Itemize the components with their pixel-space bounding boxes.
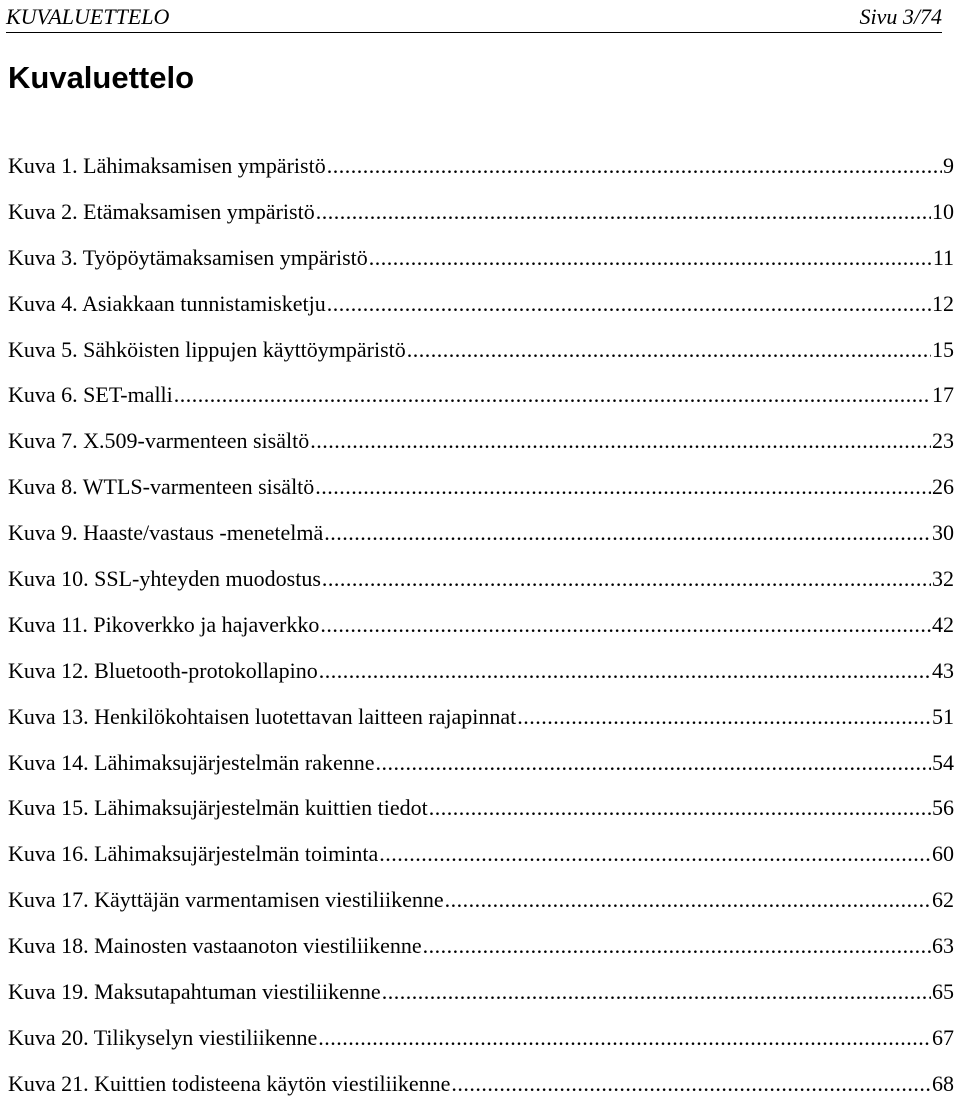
toc-entry[interactable] — [8, 235, 954, 281]
toc-entry-page: 17 — [932, 382, 954, 408]
toc-entry-label: Kuva 1. Lähimaksamisen ympäristö — [8, 153, 326, 178]
toc-entry-label: Kuva 2. Etämaksamisen ympäristö — [8, 198, 315, 224]
toc-entry[interactable] — [8, 923, 954, 969]
toc-entry[interactable] — [8, 1015, 954, 1061]
toc-entry[interactable] — [8, 464, 954, 510]
toc-entry-label: Kuva 7. X.509-varmenteen sisältö — [8, 428, 310, 454]
toc-entry-label: Kuva 4. Asiakkaan tunnistamisketju — [8, 290, 326, 316]
figure-list — [8, 143, 954, 1107]
toc-entry-page: 51 — [932, 703, 954, 729]
toc-entry-page: 43 — [932, 657, 954, 683]
toc-entry[interactable] — [8, 969, 954, 1015]
toc-dot-leader — [318, 1015, 931, 1061]
toc-dot-leader — [327, 143, 942, 189]
page-title: Kuvaluettelo — [8, 60, 195, 95]
toc-dot-leader — [423, 923, 931, 969]
toc-entry-page: 67 — [932, 1024, 954, 1050]
toc-entry-page: 62 — [932, 887, 954, 913]
toc-entry-page: 15 — [932, 336, 954, 362]
toc-dot-leader — [517, 694, 931, 740]
toc-entry[interactable] — [8, 143, 954, 189]
toc-entry[interactable] — [8, 510, 954, 556]
toc-entry-page: 65 — [932, 979, 954, 1005]
toc-entry[interactable] — [8, 785, 954, 831]
toc-entry-label: Kuva 3. Työpöytämaksamisen ympäristö — [8, 244, 368, 270]
toc-entry[interactable] — [8, 189, 954, 235]
toc-entry-page: 26 — [932, 474, 954, 500]
toc-entry[interactable] — [8, 740, 954, 786]
toc-entry-page: 10 — [932, 198, 954, 224]
toc-entry[interactable] — [8, 327, 954, 373]
toc-entry[interactable] — [8, 831, 954, 877]
toc-entry-label: Kuva 13. Henkilökohtaisen luotettavan laitteen rajapinnat — [8, 703, 517, 729]
toc-entry-label: Kuva 14. Lähimaksujärjestelmän rakenne — [8, 749, 375, 775]
toc-dot-leader — [376, 740, 931, 786]
toc-entry-label: Kuva 18. Mainosten vastaanoton viestiliikenne — [8, 933, 422, 959]
toc-entry[interactable] — [8, 418, 954, 464]
toc-entry[interactable] — [8, 602, 954, 648]
page-header — [6, 0, 942, 33]
toc-dot-leader — [310, 418, 931, 464]
toc-entry-label: Kuva 8. WTLS-varmenteen sisältö — [8, 474, 315, 500]
toc-entry-page: 23 — [932, 428, 954, 454]
toc-dot-leader — [445, 877, 931, 923]
toc-dot-leader — [451, 1061, 931, 1107]
toc-entry-label: Kuva 17. Käyttäjän varmentamisen viestiliikenne — [8, 887, 444, 913]
toc-entry-page: 11 — [932, 244, 954, 270]
toc-entry-label: Kuva 19. Maksutapahtuman viestiliikenne — [8, 979, 381, 1005]
toc-entry[interactable] — [8, 556, 954, 602]
toc-dot-leader — [324, 510, 931, 556]
toc-entry-label: Kuva 21. Kuittien todisteena käytön viestiliikenne — [8, 1070, 451, 1096]
header-page-number: Sivu 3/74 — [859, 4, 942, 29]
toc-entry-label: Kuva 6. SET-malli — [8, 382, 173, 408]
toc-dot-leader — [327, 281, 931, 327]
toc-entry-page: 54 — [932, 749, 954, 775]
toc-dot-leader — [429, 785, 931, 831]
toc-entry-page: 30 — [932, 520, 954, 546]
toc-entry[interactable] — [8, 372, 954, 418]
toc-entry[interactable] — [8, 877, 954, 923]
toc-entry-label: Kuva 20. Tilikyselyn viestiliikenne — [8, 1024, 318, 1050]
toc-entry-label: Kuva 11. Pikoverkko ja hajaverkko — [8, 611, 320, 637]
toc-entry-page: 68 — [932, 1070, 954, 1096]
toc-dot-leader — [316, 189, 931, 235]
toc-dot-leader — [315, 464, 931, 510]
toc-entry[interactable] — [8, 281, 954, 327]
toc-entry[interactable] — [8, 694, 954, 740]
toc-entry-page: 32 — [932, 566, 954, 592]
toc-dot-leader — [174, 372, 931, 418]
toc-entry-label: Kuva 16. Lähimaksujärjestelmän toiminta — [8, 841, 379, 867]
toc-dot-leader — [382, 969, 931, 1015]
toc-entry-page: 12 — [932, 290, 954, 316]
toc-dot-leader — [320, 602, 931, 648]
toc-entry-label: Kuva 15. Lähimaksujärjestelmän kuittien tiedot — [8, 795, 428, 821]
toc-dot-leader — [407, 327, 931, 373]
toc-dot-leader — [379, 831, 931, 877]
toc-entry-page: 42 — [932, 611, 954, 637]
toc-dot-leader — [369, 235, 932, 281]
toc-entry-label: Kuva 9. Haaste/vastaus -menetelmä — [8, 520, 324, 546]
toc-dot-leader — [319, 648, 931, 694]
toc-entry-label: Kuva 5. Sähköisten lippujen käyttöympäristö — [8, 336, 406, 362]
toc-entry-page: 56 — [932, 795, 954, 821]
toc-entry-page: 60 — [932, 841, 954, 867]
toc-entry[interactable] — [8, 1061, 954, 1107]
header-section-title: KUVALUETTELO — [6, 4, 170, 29]
toc-entry-page: 9 — [943, 153, 954, 178]
toc-dot-leader — [322, 556, 931, 602]
toc-entry-label: Kuva 10. SSL-yhteyden muodostus — [8, 566, 321, 592]
toc-entry-label: Kuva 12. Bluetooth-protokollapino — [8, 657, 318, 683]
toc-entry[interactable] — [8, 648, 954, 694]
toc-entry-page: 63 — [932, 933, 954, 959]
